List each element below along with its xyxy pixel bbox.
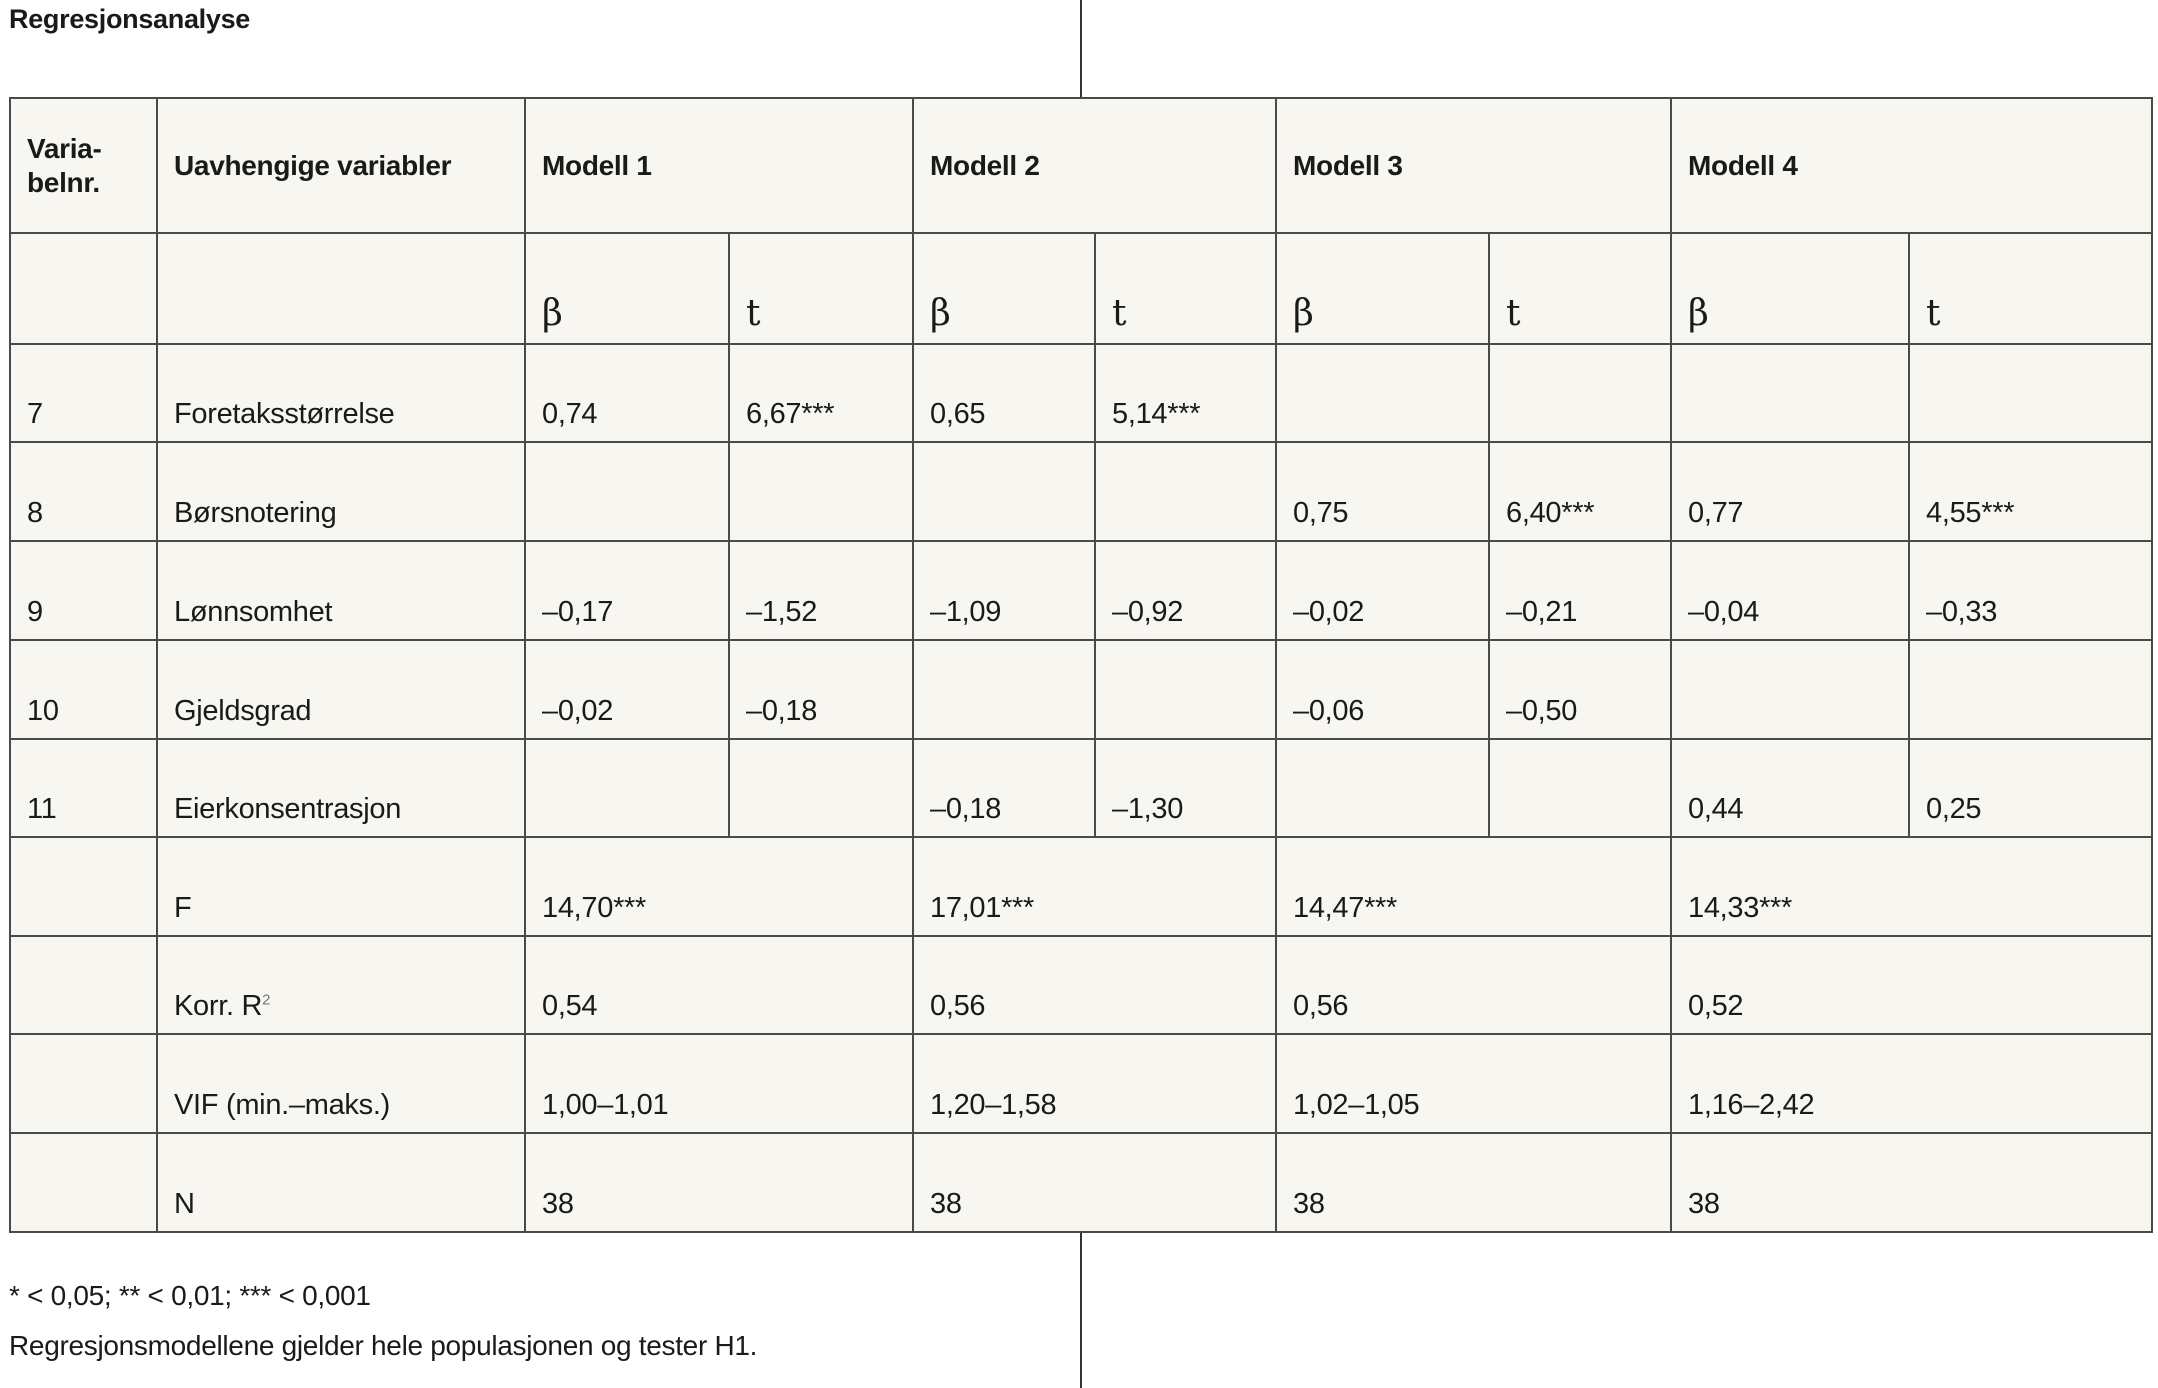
var-name: Gjeldsgrad (157, 640, 525, 739)
header-varnr-line2: belnr. (27, 166, 100, 198)
cell-value: –1,09 (913, 541, 1095, 640)
stat-value: 14,47*** (1276, 837, 1671, 936)
stats-row (10, 1133, 2152, 1232)
stat-value: 0,54 (525, 936, 913, 1034)
stat-name: Korr. R (174, 990, 263, 1022)
cell-value: 4,55*** (1909, 442, 2152, 541)
cell-value: 5,14*** (1095, 344, 1276, 442)
var-name: Eierkonsentrasjon (157, 739, 525, 837)
cell-value (913, 442, 1095, 541)
var-name: Børsnotering (157, 442, 525, 541)
cell-value: –0,02 (525, 640, 729, 739)
cell-value: 0,44 (1671, 739, 1909, 837)
cell-value (525, 442, 729, 541)
stat-name-r2 (157, 936, 525, 1034)
stat-empty (10, 837, 157, 936)
table-header-row (10, 98, 2152, 233)
stat-value: 1,00–1,01 (525, 1034, 913, 1133)
subheader-empty (157, 233, 525, 344)
cell-value: –0,17 (525, 541, 729, 640)
table-row (10, 739, 2152, 837)
stat-name: F (157, 837, 525, 936)
header-model-3: Modell 3 (1276, 98, 1671, 233)
cell-value: 0,75 (1276, 442, 1489, 541)
cell-value (1671, 344, 1909, 442)
page-title: Regresjonsanalyse (9, 4, 251, 34)
cell-value: 6,40*** (1489, 442, 1671, 541)
stats-row (10, 1034, 2152, 1133)
cell-value: –1,52 (729, 541, 913, 640)
subheader-t: t (1489, 233, 1671, 344)
cell-value (1276, 344, 1489, 442)
cell-value (913, 640, 1095, 739)
header-varnr-line1: Varia- (27, 132, 102, 164)
subheader-empty (10, 233, 157, 344)
stat-value: 38 (913, 1133, 1276, 1232)
var-nr: 11 (10, 739, 157, 837)
header-model-2: Modell 2 (913, 98, 1276, 233)
table-row (10, 640, 2152, 739)
subheader-beta: β (1276, 233, 1489, 344)
subheader-row (10, 233, 2152, 344)
stat-value: 38 (1276, 1133, 1671, 1232)
cell-value: 0,25 (1909, 739, 2152, 837)
var-name: Lønnsomhet (157, 541, 525, 640)
stat-value: 0,52 (1671, 936, 2152, 1034)
stat-value: 17,01*** (913, 837, 1276, 936)
var-nr: 8 (10, 442, 157, 541)
var-nr: 7 (10, 344, 157, 442)
subheader-t: t (1909, 233, 2152, 344)
column-divider-top (1080, 0, 1082, 98)
cell-value: –0,18 (913, 739, 1095, 837)
cell-value (525, 739, 729, 837)
stat-empty (10, 1133, 157, 1232)
cell-value: –0,33 (1909, 541, 2152, 640)
cell-value (1671, 640, 1909, 739)
cell-value: –0,21 (1489, 541, 1671, 640)
stat-value: 0,56 (1276, 936, 1671, 1034)
stat-value: 38 (525, 1133, 913, 1232)
regression-table (9, 97, 2153, 1233)
cell-value: 0,65 (913, 344, 1095, 442)
subheader-beta: β (525, 233, 729, 344)
subheader-t: t (729, 233, 913, 344)
cell-value (1489, 344, 1671, 442)
cell-value (729, 442, 913, 541)
subheader-beta: β (913, 233, 1095, 344)
stat-name: N (157, 1133, 525, 1232)
table-row (10, 442, 2152, 541)
cell-value (1095, 442, 1276, 541)
stat-name: VIF (min.–maks.) (157, 1034, 525, 1133)
stat-name-superscript: 2 (262, 991, 271, 1009)
column-divider-bottom (1080, 1232, 1082, 1388)
cell-value: 0,77 (1671, 442, 1909, 541)
cell-value (1489, 739, 1671, 837)
subheader-beta: β (1671, 233, 1909, 344)
population-footnote: Regresjonsmodellene gjelder hele populasjonen og tester H1. (9, 1330, 758, 1361)
significance-footnote: * < 0,05; ** < 0,01; *** < 0,001 (9, 1280, 371, 1311)
cell-value (1095, 640, 1276, 739)
cell-value (1909, 344, 2152, 442)
table-row (10, 541, 2152, 640)
table-row (10, 344, 2152, 442)
var-nr: 9 (10, 541, 157, 640)
cell-value: 0,74 (525, 344, 729, 442)
cell-value: –0,50 (1489, 640, 1671, 739)
cell-value: 6,67*** (729, 344, 913, 442)
stat-value: 1,16–2,42 (1671, 1034, 2152, 1133)
stats-row (10, 837, 2152, 936)
stat-empty (10, 1034, 157, 1133)
stat-value: 0,56 (913, 936, 1276, 1034)
cell-value: –1,30 (1095, 739, 1276, 837)
stat-value: 14,33*** (1671, 837, 2152, 936)
var-nr: 10 (10, 640, 157, 739)
cell-value: –0,06 (1276, 640, 1489, 739)
cell-value: –0,04 (1671, 541, 1909, 640)
stat-value: 14,70*** (525, 837, 913, 936)
cell-value: –0,92 (1095, 541, 1276, 640)
stat-value: 38 (1671, 1133, 2152, 1232)
cell-value: –0,02 (1276, 541, 1489, 640)
stats-row (10, 936, 2152, 1034)
header-varnr (10, 98, 157, 233)
header-model-4: Modell 4 (1671, 98, 2152, 233)
header-model-1: Modell 1 (525, 98, 913, 233)
cell-value (1276, 739, 1489, 837)
cell-value: –0,18 (729, 640, 913, 739)
subheader-t: t (1095, 233, 1276, 344)
stat-empty (10, 936, 157, 1034)
cell-value (1909, 640, 2152, 739)
stat-value: 1,20–1,58 (913, 1034, 1276, 1133)
var-name: Foretaksstørrelse (157, 344, 525, 442)
cell-value (729, 739, 913, 837)
header-variables: Uavhengige variabler (157, 98, 525, 233)
stat-value: 1,02–1,05 (1276, 1034, 1671, 1133)
